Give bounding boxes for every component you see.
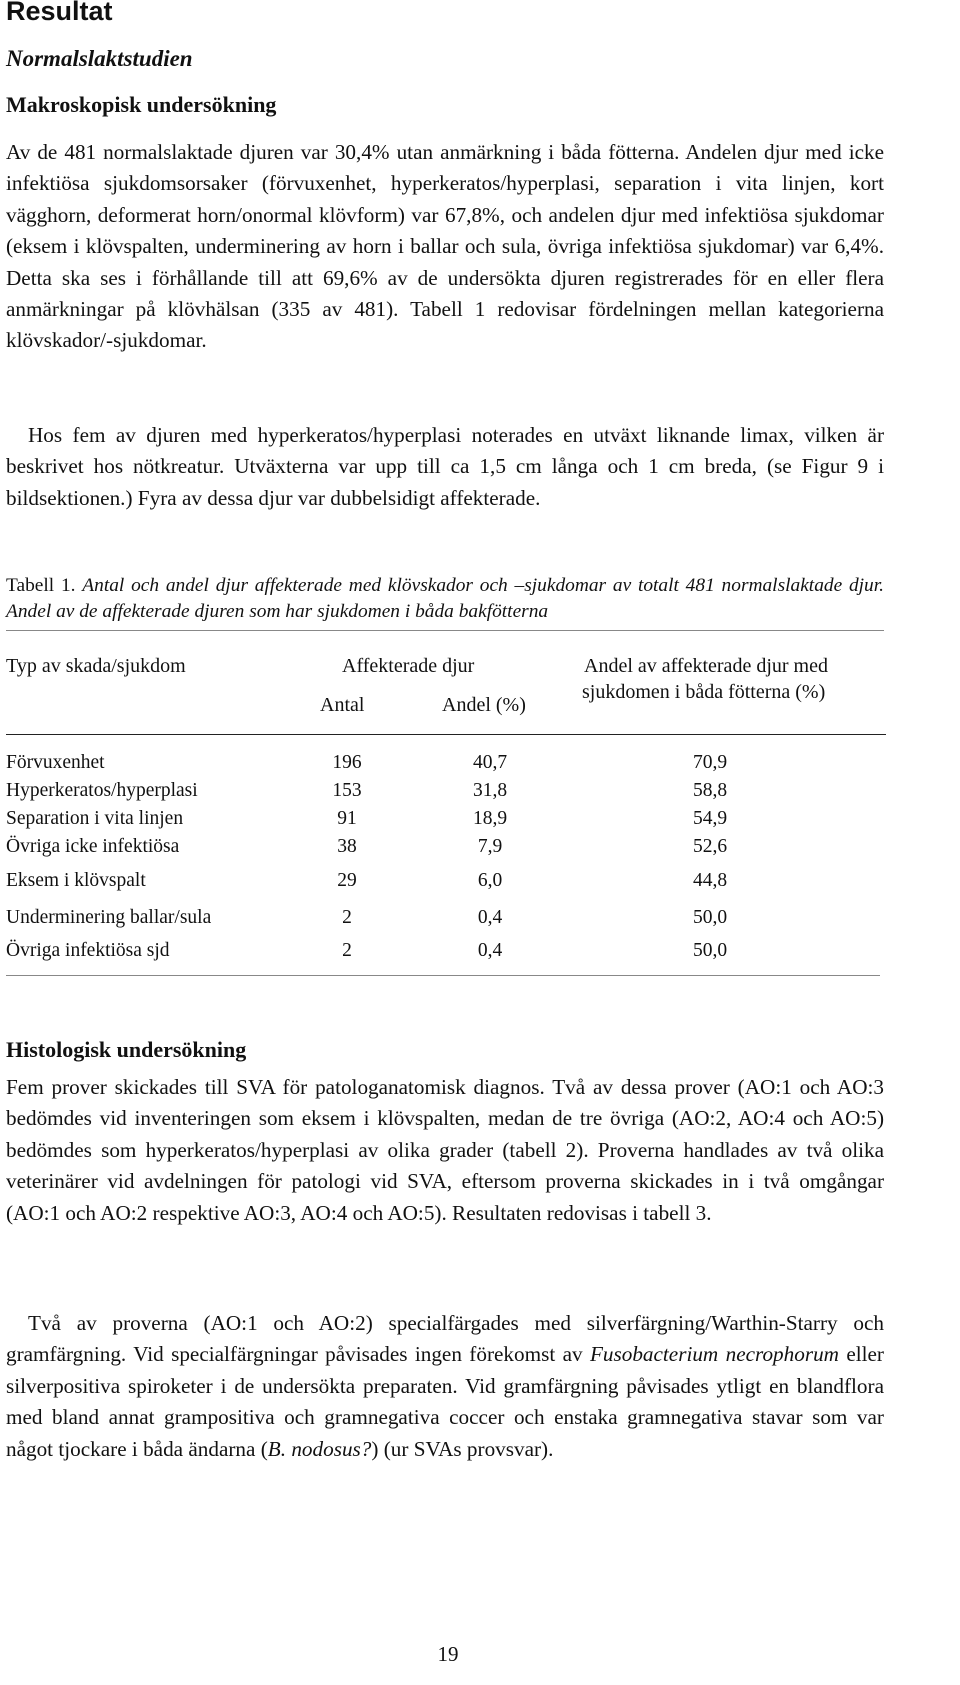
cell-andel: 18,9 <box>472 808 508 829</box>
cell-antal: 91 <box>337 808 357 829</box>
subheading: Normalslaktstudien <box>6 46 193 71</box>
table-header-rule <box>6 734 886 735</box>
cell-type: Underminering ballar/sula <box>6 907 212 928</box>
column-header-affected: Affekterade djur <box>342 655 475 677</box>
cell-andel: 0,4 <box>477 940 503 961</box>
column-header-both-line1: Andel av affekterade djur med <box>584 655 828 677</box>
paragraph-histologic-samples: Fem prover skickades till SVA för patologanatomisk diagnos. Två av dessa prover (AO:1 och AO:3 bedömdes vid inventeringen som eksem i klövspalten, medan de tre övriga (AO:2, AO:4 och AO:5) bedömdes som hyperkeratos/hyperplasi av olika grader (tabell 2). Proverna handlades av två olika veterinärer vid avdelningen för patologi vid SVA, eftersom proverna skickades in i två omgångar (AO:1 och AO:2 respektive AO:3, AO:4 och AO:5). Resultaten redovisas i tabell 3. <box>6 1075 884 1225</box>
cell-both-feet: 70,9 <box>692 752 728 773</box>
cell-antal: 2 <box>342 907 352 928</box>
cell-antal: 153 <box>332 780 362 801</box>
cell-antal: 38 <box>337 836 357 857</box>
cell-both-feet: 52,6 <box>692 836 728 857</box>
cell-andel: 31,8 <box>472 780 508 801</box>
table-bottom-rule <box>6 975 880 976</box>
column-header-andel: Andel (%) <box>442 694 526 716</box>
paragraph-macroscopic-results: Av de 481 normalslaktade djuren var 30,4% utan anmärkning i båda fötterna. Andelen djur med icke infektiösa sjukdomsorsaker (förvuxenhet, hyperkeratos/hyperplasi, separation i vita linjen, kort vägghorn, deformerat horn/onormal klövform) var 67,8%, och andelen djur med infektiösa sjukdomar (eksem i klövspalten, underminering av horn i ballar och sula, övriga infektiösa sjukdomar) var 6,4%. Detta ska ses i förhållande till att 69,6% av de undersökta djuren registrerades för en eller flera anmärkningar på klövhälsan (335 av 481). Tabell 1 redovisar fördelningen mellan kategorierna klövskador/-sjukdomar. <box>6 140 884 353</box>
cell-andel: 7,9 <box>477 836 503 857</box>
column-header-both-line2: sjukdomen i båda fötterna (%) <box>582 681 826 703</box>
cell-type: Förvuxenhet <box>6 752 105 773</box>
paragraph-special-staining <box>6 1308 884 1465</box>
cell-andel: 0,4 <box>477 907 503 928</box>
cell-antal: 29 <box>337 870 357 891</box>
table-top-rule <box>6 630 884 631</box>
cell-antal: 2 <box>342 940 352 961</box>
column-header-antal: Antal <box>320 694 365 716</box>
section-title-macroscopic: Makroskopisk undersökning <box>6 92 277 117</box>
stain-text-2: eller silverpositiva spiroketer i de undersökta preparaten. Vid gramfärgning påvisades ytligt en blandflora med bland annat grampositiva och gramnegativa coccer och enstaka gramnegativa stavar som var något tjockare i båda ändarna ( <box>6 1342 884 1461</box>
column-header-type: Typ av skada/sjukdom <box>6 655 186 677</box>
cell-type: Övriga icke infektiösa <box>6 836 180 857</box>
table-caption-text: Antal och andel djur affekterade med klövskador och –sjukdomar av totalt 481 normalslaktade djur. Andel av de affekterade djuren som har sjukdomen i båda bakfötterna <box>6 575 884 622</box>
organism-b-nodosus: B. nodosus? <box>267 1436 372 1461</box>
table-caption-label: Tabell 1. <box>6 575 83 596</box>
cell-type: Övriga infektiösa sjd <box>6 940 170 961</box>
cell-type: Separation i vita linjen <box>6 808 184 829</box>
cell-both-feet: 54,9 <box>692 808 728 829</box>
cell-both-feet: 44,8 <box>692 870 728 891</box>
cell-both-feet: 50,0 <box>692 940 728 961</box>
organism-fusobacterium: Fusobacterium necrophorum <box>589 1342 839 1367</box>
stain-text-1: Två av proverna (AO:1 och AO:2) specialfärgades med silverfärgning/Warthin-Starry och gramfärgning. Vid specialfärgningar påvisades ingen förekomst av <box>6 1311 884 1367</box>
cell-andel: 40,7 <box>472 752 508 773</box>
page-number: 19 <box>437 1642 459 1666</box>
cell-andel: 6,0 <box>477 870 503 891</box>
cell-type: Hyperkeratos/hyperplasi <box>6 780 198 801</box>
cell-antal: 196 <box>332 752 362 773</box>
cell-both-feet: 58,8 <box>692 780 728 801</box>
stain-text-3: ) (ur SVAs provsvar). <box>371 1436 554 1461</box>
table-caption <box>6 573 884 625</box>
cell-both-feet: 50,0 <box>692 907 728 928</box>
paragraph-limax-growths: Hos fem av djuren med hyperkeratos/hyperplasi noterades en utväxt liknande limax, vilken är beskrivet hos nötkreatur. Utväxterna var upp till ca 1,5 cm långa och 1 cm breda, (se Figur 9 i bildsektionen.) Fyra av dessa djur var dubbelsidigt affekterade. <box>6 423 884 510</box>
section-title-histologic: Histologisk undersökning <box>6 1037 247 1062</box>
cell-type: Eksem i klövspalt <box>6 870 146 891</box>
page-heading: Resultat <box>6 0 113 26</box>
